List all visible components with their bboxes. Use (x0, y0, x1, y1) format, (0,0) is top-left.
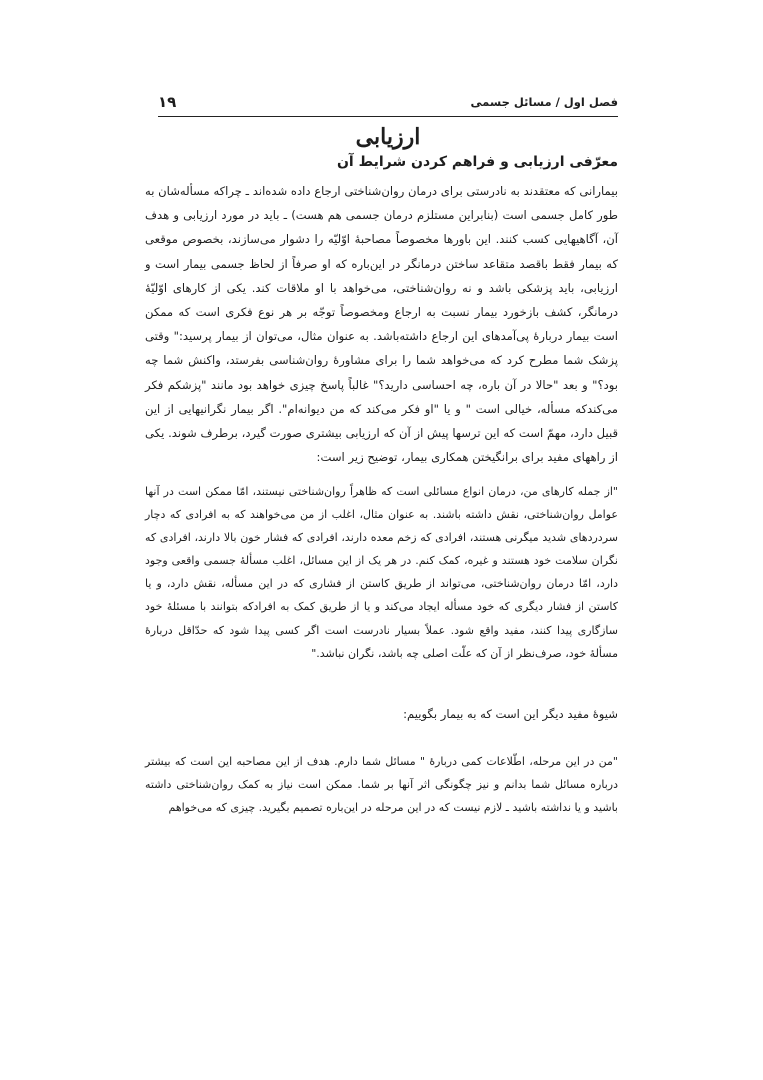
quoted-explanation-2: "من در این مرحله، اطّلاعات کمی دربارهٔ " مسائل شما دارم. هدف از این مصاحبه این است که بیشتر درباره مسائل شما بدانم و نیز چگونگی اثر آنها بر شما. ممکن است نیاز به کمک روان‌شناختی داشته باشید و یا نداشته باشید ـ لازم نیست که در این مرحله در این‌باره تصمیم بگیرید. چیزی که می‌خواهم (145, 755, 618, 815)
header-divider (158, 116, 618, 117)
chapter-title: فصل اول / مسائل جسمی (470, 95, 618, 109)
section-title: ارزیابی (355, 124, 421, 150)
body-paragraph-bridge: شیوهٔ مفید دیگر این است که به بیمار بگوییم: (403, 707, 618, 721)
page-number: ۱۹ (158, 93, 177, 111)
body-paragraph: بیمارانی که معتقدند به نادرستی برای درمان روان‌شناختی ارجاع داده شده‌اند ـ چراکه مسأله‌شان به طور کامل جسمی است (بنابراین مستلزم درمان جسمی هم هست) ـ باید در مورد ارزیابی و هدف آن، آگاهیهایی کسب کنند. این باورها مخصوصاً مصاحبهٔ اوّلیّه را دشوار می‌سازند، بخصوص موقعی که بیمار فقط باقصد متقاعد ساختن درمانگر در این‌باره که او صرفاً از لحاظ جسمی بیمار است و ارزیابی، باید پزشکی باشد و نه روان‌شناختی، می‌خواهد با او ملاقات کند. یکی از کارهای اوّلیّهٔ درمانگر، کشف بازخورد بیمار نسبت به ارجاع ومخصوصاً توجّه بر هر نوع فکری است که ممکن است بیمار دربارهٔ پی‌آمدهای این ارجاع داشته‌باشد. به عنوان مثال، می‌توان از بیمار پرسید:" وقتی پزشک شما مطرح کرد که می‌خواهد شما را برای مشاورهٔ روان‌شناسی بفرستد، واکنش شما چه بود؟" و بعد "حالا در آن باره، چه احساسی دارید؟" غالباً پاسخ چیزی خواهد بود مانند "پزشکم فکر می‌کندکه مسأله، خیالی است " و یا "او فکر می‌کند که من دیوانه‌ام". اگر بیمار نگرانیهایی از این قبیل دارد، مهمّ است که این ترسها پیش از آن که ارزیابی بیشتری صورت گیرد، برطرف شوند. یکی از راههای مفید برای برانگیختن همکاری بیمار، توضیح زیر است: (145, 184, 618, 465)
running-header (158, 93, 618, 113)
quoted-explanation: "از جمله کارهای من، درمان انواع مسائلی است که ظاهراً روان‌شناختی نیستند، امّا ممکن است در آنها عوامل روان‌شناختی، نقش داشته باشند. به عنوان مثال، اغلب از من می‌خواهند که به افرادی که دچار سردردهای شدید میگرنی هستند، افرادی که زخم معده دارند، افرادی که فشار خون بالا دارند، افرادی که نگران سلامت خود هستند و غیره، کمک کنم. در هر یک از این مسائل، اغلب مسألهٔ جسمی واقعی وجود دارد، امّا درمان روان‌شناختی، می‌تواند از طریق کاستن از فشاری که در این مسأله، نقش دارد، و یا کاستن از فشار دیگری که خود مسأله ایجاد می‌کند و یا از طریق کمک به افرادکه بتوانند با مسئلهٔ خود سازگاری پیدا کنند، مفید واقع شود. عملاً بسیار نادرست است اگر کسی پیدا شود که حدّاقل دربارهٔ مسألهٔ خود، صرف‌نظر از آن که علّت اصلی چه باشد، نگران نباشد." (145, 485, 618, 660)
section-subtitle: معرّفی ارزیابی و فراهم کردن شرایط آن (336, 154, 618, 170)
